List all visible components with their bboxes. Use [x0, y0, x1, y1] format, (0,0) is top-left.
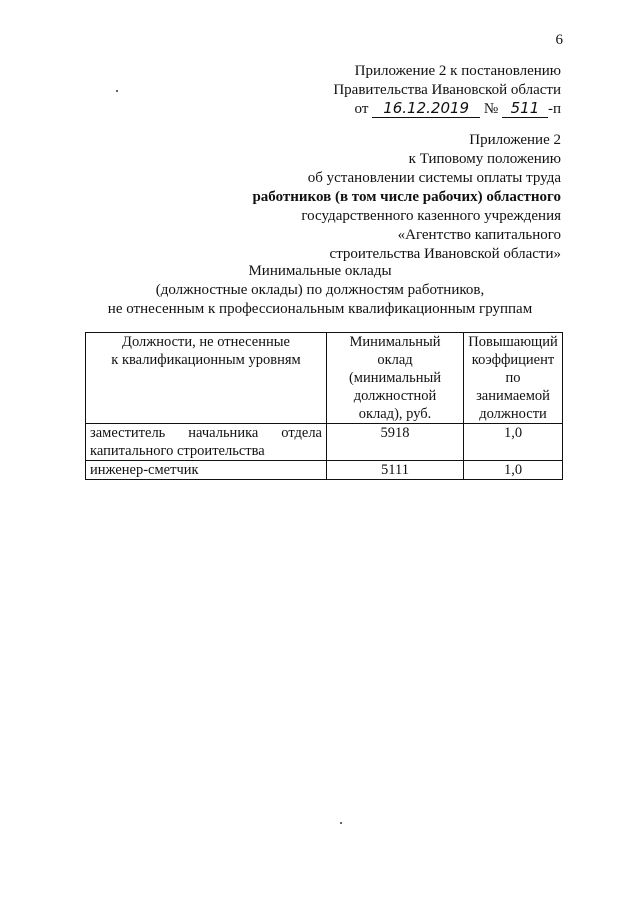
appendix-date-line: [333, 100, 561, 119]
regulation-line: работников (в том числе рабочих) областного: [252, 189, 561, 205]
number-suffix: -п: [547, 101, 561, 117]
title-line: Минимальные оклады: [248, 263, 392, 279]
cell-coefficient: 1,0: [464, 424, 563, 461]
regulation-line: об установлении системы оплаты труда: [307, 170, 561, 186]
handwritten-number: 511: [502, 100, 548, 118]
header-min-salary: Минимальный оклад (минимальный должностной оклад), руб.: [327, 333, 464, 424]
regulation-line: государственного казенного учреждения: [301, 208, 561, 224]
cell-salary: 5111: [327, 461, 464, 480]
cell-coefficient: 1,0: [464, 461, 563, 480]
from-label: от: [354, 101, 369, 117]
regulation-line: строительства Ивановской области»: [329, 246, 561, 262]
header-coefficient: Повышающий коэффициент по занимаемой должности: [464, 333, 563, 424]
salary-table: [85, 332, 563, 480]
appendix-resolution-header: [333, 62, 561, 119]
table-row: [86, 461, 563, 480]
regulation-line: «Агентство капитального: [397, 227, 561, 243]
title-line: не отнесенным к профессиональным квалификационным группам: [107, 301, 533, 317]
title-line: (должностные оклады) по должностям работников,: [155, 282, 485, 298]
cell-position: заместитель начальника отдела капитального строительства: [86, 424, 327, 461]
number-label: №: [483, 101, 499, 117]
header-position: Должности, не отнесенные к квалификационным уровням: [86, 333, 327, 424]
handwritten-date: 16.12.2019: [372, 100, 480, 118]
cell-salary: 5918: [327, 424, 464, 461]
regulation-line: к Типовому положению: [408, 151, 561, 167]
regulation-line: Приложение 2: [469, 132, 561, 148]
cell-position: инженер-сметчик: [86, 461, 327, 480]
stray-mark: [340, 822, 342, 824]
appendix-regulation-header: [252, 131, 561, 264]
table-row: [86, 424, 563, 461]
stray-mark: [116, 90, 118, 92]
table-title: [0, 262, 640, 319]
appendix-line: Приложение 2 к постановлению: [354, 63, 561, 79]
appendix-line: Правительства Ивановской области: [333, 82, 561, 98]
page-number: 6: [555, 32, 563, 48]
table-header-row: [86, 333, 563, 424]
